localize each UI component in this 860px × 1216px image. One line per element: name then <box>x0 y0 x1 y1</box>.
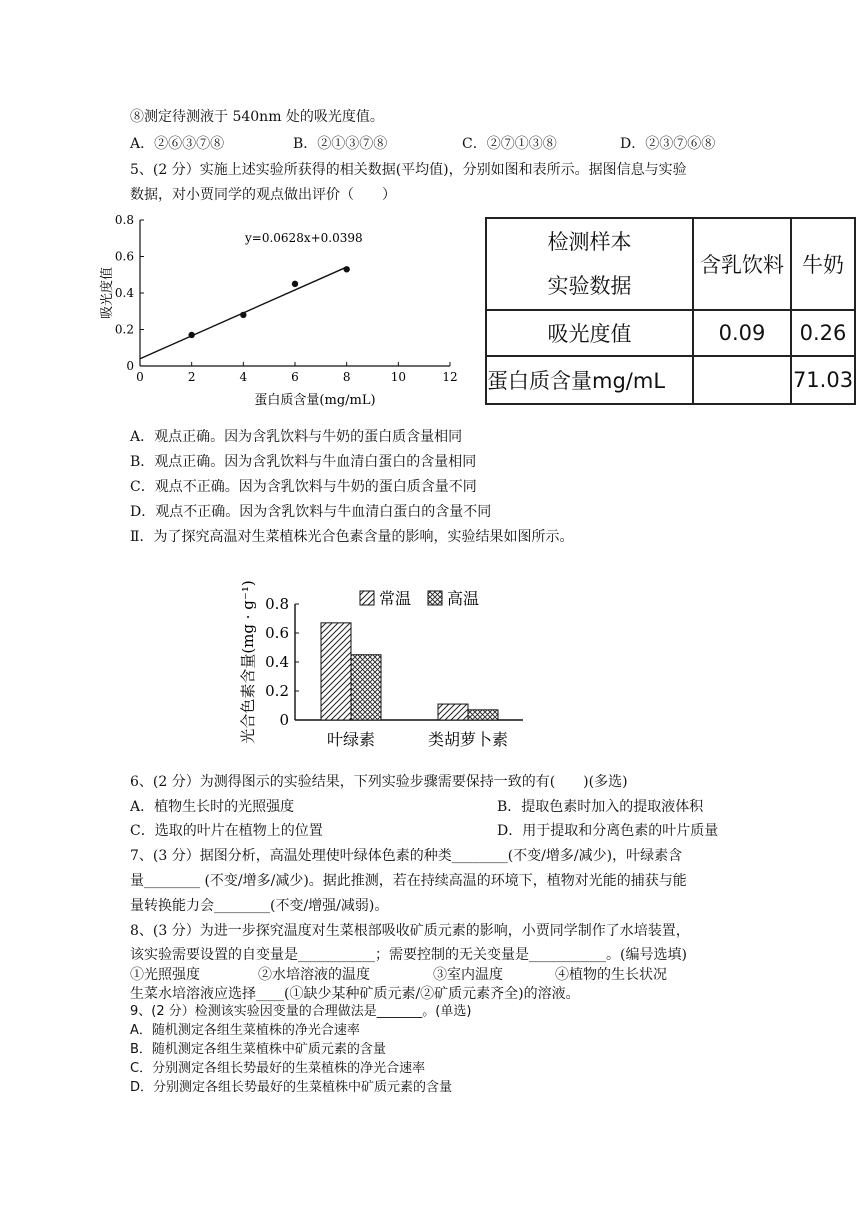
q9-text: 9、(2 分）检测该实验因变量的合理做法是_______。(单选) <box>130 1004 472 1019</box>
q4-option-c: C．②⑦①③⑧ <box>462 136 557 152</box>
data-point <box>292 281 298 287</box>
q9-option-a: A．随机测定各组生菜植株的净光合速率 <box>130 1023 360 1038</box>
data-point <box>343 266 349 272</box>
q6-text: 6、(2 分）为测得图示的实验结果，下列实验步骤需要保持一致的有( )(多选) <box>130 774 628 790</box>
y-tick-label: 0.6 <box>114 249 134 264</box>
q4-option-b: B．②①③⑦⑧ <box>293 136 388 152</box>
q8-text-a: 8、(3 分）为进一步探究温度对生菜根部吸收矿质元素的影响，小贾同学制作了水培装置， <box>130 923 690 939</box>
q8-option-4: ④植物的生长状况 <box>555 967 667 983</box>
q5-text-a: 5、(2 分）实施上述实验所获得的相关数据(平均值)，分别如图和表所示。据图信息与实验 <box>130 162 687 178</box>
scatter-chart <box>95 210 470 415</box>
q7-text-c: 量转换能力会________(不变/增强/减弱)。 <box>130 898 389 914</box>
y-tick-label: 0.6 <box>265 624 289 642</box>
bar-high-temp <box>468 710 498 720</box>
table-header-cell <box>486 218 693 310</box>
step-8-text: ⑧测定待测液于 540nm 处的吸光度值。 <box>130 109 384 125</box>
y-tick-label: 0.8 <box>114 213 134 227</box>
x-tick-label: 10 <box>390 370 406 384</box>
x-tick-label: 6 <box>291 370 299 384</box>
bar-normal-temp <box>438 704 468 720</box>
y-tick-label: 0.2 <box>114 322 134 337</box>
y-tick-label: 0 <box>279 711 289 729</box>
data-point <box>240 312 246 318</box>
q5-text-b: 数据，对小贾同学的观点做出评价（ ） <box>130 187 396 203</box>
table-col-milk: 牛奶 <box>791 218 855 310</box>
q9-option-c: C．分别测定各组长势最好的生菜植株的净光合速率 <box>130 1061 426 1076</box>
table-row-protein-milk: 71.03 <box>791 356 855 404</box>
legend-swatch <box>428 591 442 605</box>
q6-option-b: B．提取色素时加入的提取液体积 <box>497 799 704 815</box>
q7-text-b: 量________ (不变/增多/减少)。据此推测，若在持续高温的环境下，植物对光能的捕获与能 <box>130 873 687 889</box>
table-row-protein-label: 蛋白质含量mg/mL <box>486 356 693 404</box>
q8-option-3: ③室内温度 <box>433 967 503 983</box>
y-tick-label: 0 <box>126 359 134 373</box>
legend-label: 高温 <box>447 589 480 608</box>
q8-option-1: ①光照强度 <box>130 967 200 983</box>
table-header-sample: 检测样本 <box>547 230 632 254</box>
x-tick-label: 2 <box>187 370 196 384</box>
legend-label: 常温 <box>379 589 412 608</box>
bar-chart <box>225 562 535 762</box>
q5-option-d: D．观点不正确。因为含乳饮料与牛血清白蛋白的含量不同 <box>130 504 492 520</box>
bar-normal-temp <box>321 623 351 720</box>
table-row-absorbance-milk: 0.26 <box>791 310 855 356</box>
q6-option-c: C．选取的叶片在植物上的位置 <box>130 823 323 839</box>
x-tick-label: 12 <box>442 370 458 384</box>
q8-option-2: ②水培溶液的温度 <box>258 967 370 983</box>
table-row-absorbance-label: 吸光度值 <box>486 310 693 356</box>
y-axis-label: 吸光度值 <box>100 266 115 320</box>
legend-swatch <box>360 591 374 605</box>
x-axis-label: 蛋白质含量(mg/mL) <box>254 393 376 408</box>
table-row-absorbance-drink: 0.09 <box>693 310 791 356</box>
x-tick-label: 0 <box>136 370 144 384</box>
y-tick-label: 0.8 <box>265 595 289 613</box>
y-tick-label: 0.2 <box>265 682 289 700</box>
table-header-data: 实验数据 <box>547 274 632 298</box>
category-label: 叶绿素 <box>326 730 376 749</box>
q8-text-c: 生菜水培溶液应选择____(①缺少某种矿质元素/②矿质元素齐全)的溶液。 <box>130 986 580 1002</box>
table-row-protein-drink <box>693 356 791 404</box>
q9-option-b: B．随机测定各组生菜植株中矿质元素的含量 <box>130 1042 386 1057</box>
q5-option-b: B．观点正确。因为含乳饮料与牛血清白蛋白的含量相同 <box>130 454 477 470</box>
x-tick-label: 4 <box>239 370 248 384</box>
x-tick-label: 8 <box>342 370 351 384</box>
q6-option-a: A．植物生长时的光照强度 <box>130 799 295 815</box>
q4-option-d: D．②③⑦⑥⑧ <box>620 136 716 152</box>
q7-text-a: 7、(3 分）据图分析，高温处理使叶绿体色素的种类________(不变/增多/减少)，叶绿素含 <box>130 848 683 864</box>
equation-label: y=0.0628x+0.0398 <box>245 231 363 245</box>
y-tick-label: 0.4 <box>265 653 289 671</box>
y-axis-label: 光合色素含量(mg · g⁻¹) <box>239 580 257 744</box>
category-label: 类胡萝卜素 <box>427 730 509 749</box>
q8-text-b: 该实验需要设置的自变量是___________；需要控制的无关变量是___________。(编号选填) <box>130 947 687 963</box>
y-tick-label: 0.4 <box>114 286 134 300</box>
q4-option-a: A．②⑥③⑦⑧ <box>130 136 225 152</box>
data-point <box>188 332 194 338</box>
bar-high-temp <box>351 655 381 720</box>
table-col-drink: 含乳饮料 <box>693 218 791 310</box>
q9-option-d: D．分别测定各组长势最好的生菜植株中矿质元素的含量 <box>130 1080 453 1095</box>
q5-option-a: A．观点正确。因为含乳饮料与牛奶的蛋白质含量相同 <box>130 429 463 445</box>
q6-option-d: D．用于提取和分离色素的叶片质量 <box>497 823 719 839</box>
q5-option-c: C．观点不正确。因为含乳饮料与牛奶的蛋白质含量不同 <box>130 479 477 495</box>
part-2-intro: Ⅱ．为了探究高温对生菜植株光合色素含量的影响，实验结果如图所示。 <box>130 529 574 545</box>
data-table <box>485 217 856 405</box>
